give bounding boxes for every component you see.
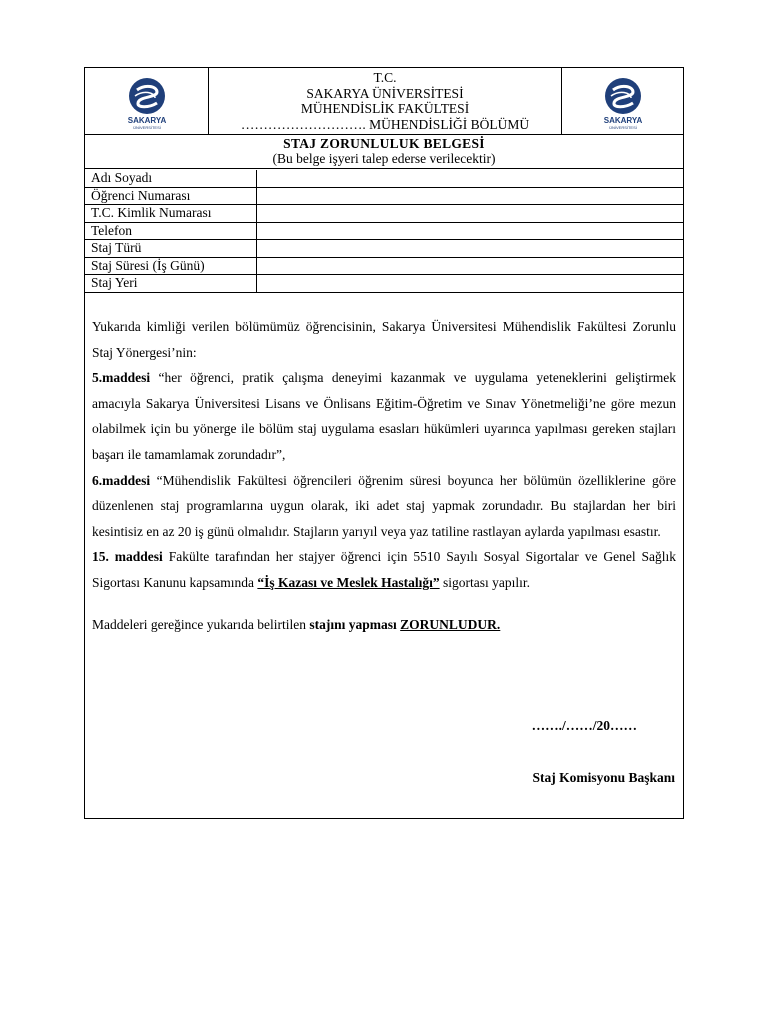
conclusion-mandatory: ZORUNLUDUR. [400,616,501,632]
field-value[interactable] [257,170,684,187]
form-subtitle: (Bu belge işyeri talep ederse verilecektir) [272,151,496,166]
article-6 [92,468,676,545]
right-logo-cell [561,68,684,134]
field-label: Telefon [85,222,257,240]
header-line-faculty: MÜHENDİSLİK FAKÜLTESİ [300,101,470,116]
field-value[interactable] [257,205,684,223]
header-line-university: SAKARYA ÜNİVERSİTESİ [306,85,464,101]
field-value[interactable] [257,257,684,275]
form-field-row [85,170,683,187]
logo-subtext: ÜNİVERSİTESİ [609,125,637,130]
logo-text: SAKARYA [603,116,643,125]
field-label: Öğrenci Numarası [85,187,257,205]
article-5 [92,365,676,467]
form-title-block [85,135,683,169]
university-logo-right [593,76,653,130]
conclusion-text: Maddeleri gereğince yukarıda belirtilen [92,616,310,632]
article-15-text-b: sigortası yapılır. [439,574,530,590]
conclusion-bold: stajını yapması [309,616,397,632]
form-field-row [85,257,683,275]
student-info-table [85,170,683,293]
form-field-row [85,205,683,223]
article-6-text: “Mühendislik Fakültesi öğrencileri öğrenim süresi boyunca her bölümün özelliklerine göre düzenlenen staj programlarına uygun olarak, iki adet staj yapmak zorundadır. Bu stajlardan her biri kesintisiz en az 20 iş günü olmalıdır. Stajların yarıyıl veya yaz tatiline rastlayan aylarda yapılması esastır. [92,472,676,539]
signature-title: Staj Komisyonu Başkanı [532,770,675,785]
article-5-text: “her öğrenci, pratik çalışma deneyimi kazanmak ve uygulama yeteneklerini geliştirmek amacıyla Sakarya Üniversitesi Lisans ve Önlisans Eğitim-Öğretim ve Sınav Yönetmeliği’ne göre mezun olabilmek için bu yönerge ile bölüm staj uygulama esasları hükümleri uyarınca yapılması gereken stajları başarı ile tamamlamak zorundadır”, [92,370,676,462]
form-field-row [85,187,683,205]
field-value[interactable] [257,240,684,258]
header-line-department: ………………………. MÜHENDİSLİĞİ BÖLÜMÜ [240,116,530,132]
article-15 [92,544,676,595]
article-5-label: 5.maddesi [92,370,151,386]
article-15-text-a: Fakülte tarafından her stajyer öğrenci için 5510 Sayılı Sosyal Sigortalar ve Genel Sağlık Sigortası Kanunu kapsamında [92,549,676,590]
field-label: Staj Yeri [85,275,257,293]
date-line: ……./……/20…… [531,718,637,733]
left-logo-cell [85,68,209,134]
field-value[interactable] [257,275,684,293]
conclusion-paragraph [92,612,676,638]
form-title: STAJ ZORUNLULUK BELGESİ [283,136,485,151]
field-label: T.C. Kimlik Numarası [85,205,257,223]
field-label: Staj Süresi (İş Günü) [85,257,257,275]
field-label: Adı Soyadı [85,170,257,187]
header-row [85,68,683,135]
article-15-label: 15. maddesi [92,549,163,565]
form-field-row [85,275,683,293]
logo-subtext: ÜNİVERSİTESİ [132,125,161,130]
intro-paragraph: Yukarıda kimliği verilen bölümümüz öğrencisinin, Sakarya Üniversitesi Mühendislik Fakültesi Zorunlu Staj Yönergesi’nin: [92,319,676,360]
article-6-label: 6.maddesi [92,472,151,488]
form-field-row [85,222,683,240]
insurance-name: “İş Kazası ve Meslek Hastalığı” [257,574,440,590]
field-value[interactable] [257,222,684,240]
logo-text: SAKARYA [127,116,166,125]
document-body [92,314,676,637]
header-line-tc: T.C. [373,70,397,85]
form-field-row [85,240,683,258]
document-frame [84,67,684,819]
field-label: Staj Türü [85,240,257,258]
header-titles [209,68,561,134]
university-logo-left [117,76,177,130]
field-value[interactable] [257,187,684,205]
